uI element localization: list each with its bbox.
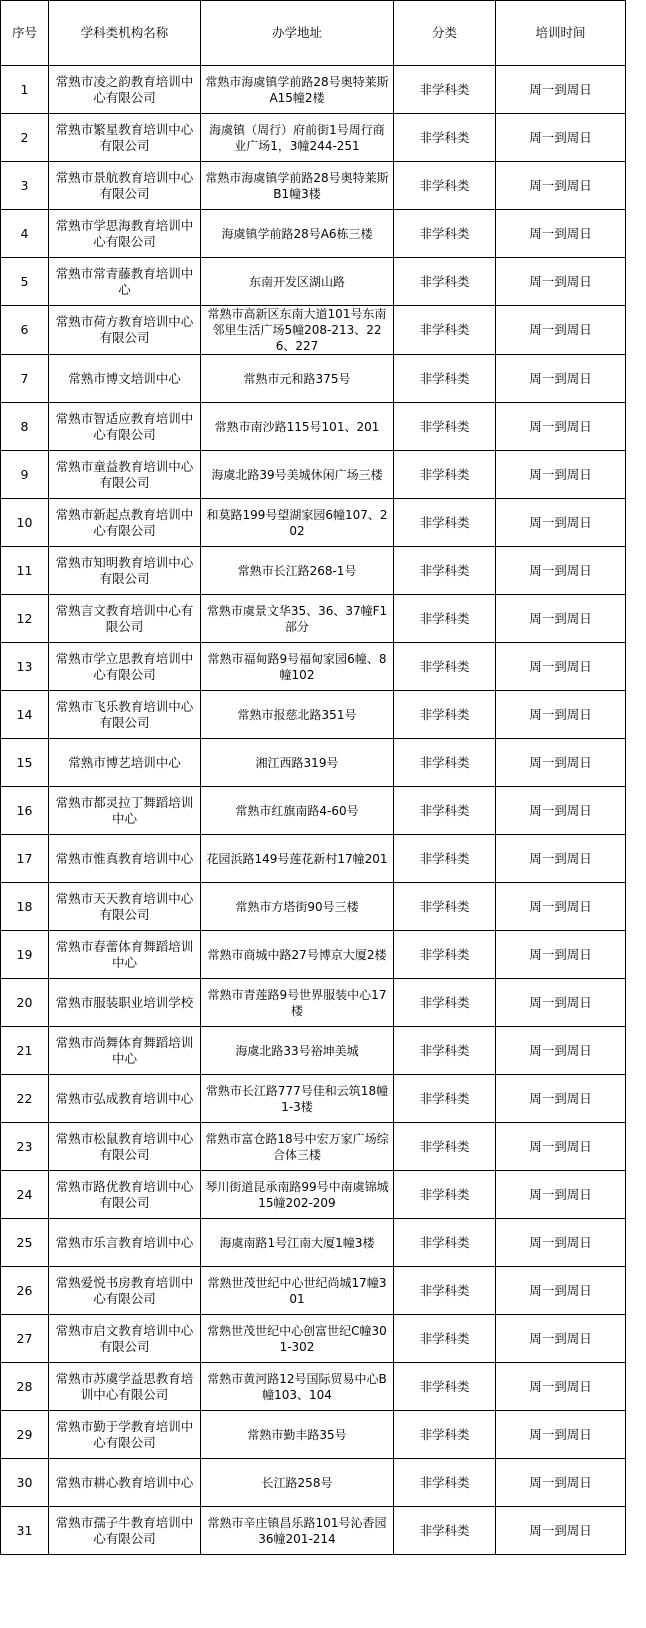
cell-address: 常熟市辛庄镇昌乐路101号沁香园36幢201-214 xyxy=(201,1507,394,1555)
cell-time: 周一到周日 xyxy=(496,114,626,162)
header-row xyxy=(1,1,626,66)
cell-address: 常熟市青莲路9号世界服装中心17楼 xyxy=(201,979,394,1027)
cell-name: 常熟市天天教育培训中心有限公司 xyxy=(49,883,201,931)
cell-time: 周一到周日 xyxy=(496,1315,626,1363)
cell-address: 和莫路199号望湖家园6幢107、202 xyxy=(201,499,394,547)
table-row xyxy=(1,1123,626,1171)
cell-address: 常熟市富仓路18号中宏万家广场综合体三楼 xyxy=(201,1123,394,1171)
cell-time: 周一到周日 xyxy=(496,1459,626,1507)
cell-time: 周一到周日 xyxy=(496,835,626,883)
table-row xyxy=(1,1507,626,1555)
cell-name: 常熟市童益教育培训中心有限公司 xyxy=(49,451,201,499)
cell-address: 长江路258号 xyxy=(201,1459,394,1507)
table-row xyxy=(1,739,626,787)
cell-category: 非学科类 xyxy=(394,451,496,499)
cell-address: 花园浜路149号莲花新村17幢201 xyxy=(201,835,394,883)
cell-no: 20 xyxy=(1,979,49,1027)
cell-category: 非学科类 xyxy=(394,258,496,306)
cell-time: 周一到周日 xyxy=(496,451,626,499)
cell-no: 30 xyxy=(1,1459,49,1507)
cell-no: 8 xyxy=(1,403,49,451)
cell-time: 周一到周日 xyxy=(496,306,626,355)
cell-no: 4 xyxy=(1,210,49,258)
table-row xyxy=(1,883,626,931)
cell-no: 10 xyxy=(1,499,49,547)
cell-name: 常熟言文教育培训中心有限公司 xyxy=(49,595,201,643)
table-row xyxy=(1,643,626,691)
cell-address: 常熟世茂世纪中心世纪尚城17幢301 xyxy=(201,1267,394,1315)
cell-name: 常熟市勤于学教育培训中心有限公司 xyxy=(49,1411,201,1459)
cell-category: 非学科类 xyxy=(394,739,496,787)
cell-time: 周一到周日 xyxy=(496,1075,626,1123)
cell-time: 周一到周日 xyxy=(496,1171,626,1219)
cell-time: 周一到周日 xyxy=(496,643,626,691)
cell-category: 非学科类 xyxy=(394,643,496,691)
table-row xyxy=(1,114,626,162)
cell-address: 常熟市福甸路9号福甸家园6幢、8幢102 xyxy=(201,643,394,691)
table-row xyxy=(1,162,626,210)
cell-address: 东南开发区湖山路 xyxy=(201,258,394,306)
cell-time: 周一到周日 xyxy=(496,499,626,547)
cell-address: 海虞镇（周行）府前街1号周行商业广场1，3幢244-251 xyxy=(201,114,394,162)
cell-name: 常熟市景航教育培训中心有限公司 xyxy=(49,162,201,210)
cell-address: 常熟市红旗南路4-60号 xyxy=(201,787,394,835)
cell-address: 海虞南路1号江南大厦1幢3楼 xyxy=(201,1219,394,1267)
cell-no: 28 xyxy=(1,1363,49,1411)
table-row xyxy=(1,1267,626,1315)
cell-time: 周一到周日 xyxy=(496,883,626,931)
table-row xyxy=(1,691,626,739)
cell-name: 常熟市学思海教育培训中心有限公司 xyxy=(49,210,201,258)
table-row xyxy=(1,979,626,1027)
table-row xyxy=(1,499,626,547)
cell-category: 非学科类 xyxy=(394,691,496,739)
cell-category: 非学科类 xyxy=(394,1459,496,1507)
cell-name: 常熟市苏虞学益思教育培训中心有限公司 xyxy=(49,1363,201,1411)
cell-category: 非学科类 xyxy=(394,1075,496,1123)
table-row xyxy=(1,306,626,355)
table-row xyxy=(1,355,626,403)
table-body xyxy=(1,66,626,1555)
cell-address: 常熟世茂世纪中心创富世纪C幢301-302 xyxy=(201,1315,394,1363)
cell-no: 1 xyxy=(1,66,49,114)
cell-time: 周一到周日 xyxy=(496,931,626,979)
cell-time: 周一到周日 xyxy=(496,1363,626,1411)
cell-time: 周一到周日 xyxy=(496,595,626,643)
cell-name: 常熟市启文教育培训中心有限公司 xyxy=(49,1315,201,1363)
table-row xyxy=(1,210,626,258)
cell-time: 周一到周日 xyxy=(496,787,626,835)
cell-name: 常熟市博艺培训中心 xyxy=(49,739,201,787)
cell-address: 常熟市元和路375号 xyxy=(201,355,394,403)
cell-address: 常熟市高新区东南大道101号东南邻里生活广场5幢208-213、226、227 xyxy=(201,306,394,355)
cell-address: 常熟市商城中路27号博京大厦2楼 xyxy=(201,931,394,979)
cell-name: 常熟市乐言教育培训中心 xyxy=(49,1219,201,1267)
cell-no: 23 xyxy=(1,1123,49,1171)
table-row xyxy=(1,1459,626,1507)
cell-time: 周一到周日 xyxy=(496,355,626,403)
header-name: 学科类机构名称 xyxy=(49,1,201,66)
table-row xyxy=(1,1219,626,1267)
cell-time: 周一到周日 xyxy=(496,691,626,739)
cell-no: 24 xyxy=(1,1171,49,1219)
table-row xyxy=(1,835,626,883)
cell-no: 26 xyxy=(1,1267,49,1315)
cell-address: 常熟市方塔街90号三楼 xyxy=(201,883,394,931)
cell-address: 常熟市黄河路12号国际贸易中心B幢103、104 xyxy=(201,1363,394,1411)
cell-name: 常熟市学立思教育培训中心有限公司 xyxy=(49,643,201,691)
cell-address: 湘江西路319号 xyxy=(201,739,394,787)
table-row xyxy=(1,66,626,114)
cell-no: 14 xyxy=(1,691,49,739)
cell-no: 17 xyxy=(1,835,49,883)
cell-name: 常熟市春蕾体育舞蹈培训中心 xyxy=(49,931,201,979)
cell-name: 常熟市服装职业培训学校 xyxy=(49,979,201,1027)
cell-category: 非学科类 xyxy=(394,1267,496,1315)
cell-time: 周一到周日 xyxy=(496,210,626,258)
cell-category: 非学科类 xyxy=(394,499,496,547)
cell-category: 非学科类 xyxy=(394,1219,496,1267)
table-row xyxy=(1,547,626,595)
header-no: 序号 xyxy=(1,1,49,66)
table-row xyxy=(1,1363,626,1411)
cell-name: 常熟爱悦书房教育培训中心有限公司 xyxy=(49,1267,201,1315)
table-row xyxy=(1,403,626,451)
cell-category: 非学科类 xyxy=(394,403,496,451)
table-row xyxy=(1,451,626,499)
cell-name: 常熟市都灵拉丁舞蹈培训中心 xyxy=(49,787,201,835)
cell-category: 非学科类 xyxy=(394,1171,496,1219)
cell-category: 非学科类 xyxy=(394,787,496,835)
cell-time: 周一到周日 xyxy=(496,403,626,451)
cell-category: 非学科类 xyxy=(394,547,496,595)
cell-no: 22 xyxy=(1,1075,49,1123)
cell-time: 周一到周日 xyxy=(496,258,626,306)
cell-no: 13 xyxy=(1,643,49,691)
table-row xyxy=(1,1027,626,1075)
cell-name: 常熟市弘成教育培训中心 xyxy=(49,1075,201,1123)
cell-no: 7 xyxy=(1,355,49,403)
cell-name: 常熟市路优教育培训中心有限公司 xyxy=(49,1171,201,1219)
cell-no: 16 xyxy=(1,787,49,835)
table-row xyxy=(1,787,626,835)
cell-address: 常熟市长江路777号佳和云筑18幢1-3楼 xyxy=(201,1075,394,1123)
cell-no: 19 xyxy=(1,931,49,979)
cell-time: 周一到周日 xyxy=(496,1507,626,1555)
cell-category: 非学科类 xyxy=(394,595,496,643)
cell-category: 非学科类 xyxy=(394,979,496,1027)
cell-name: 常熟市繁星教育培训中心有限公司 xyxy=(49,114,201,162)
cell-category: 非学科类 xyxy=(394,931,496,979)
cell-category: 非学科类 xyxy=(394,162,496,210)
cell-category: 非学科类 xyxy=(394,210,496,258)
cell-no: 25 xyxy=(1,1219,49,1267)
table-row xyxy=(1,1411,626,1459)
cell-name: 常熟市博文培训中心 xyxy=(49,355,201,403)
cell-category: 非学科类 xyxy=(394,355,496,403)
cell-name: 常熟市尚舞体育舞蹈培训中心 xyxy=(49,1027,201,1075)
cell-category: 非学科类 xyxy=(394,1363,496,1411)
cell-name: 常熟市荷方教育培训中心有限公司 xyxy=(49,306,201,355)
cell-time: 周一到周日 xyxy=(496,1027,626,1075)
table-row xyxy=(1,931,626,979)
table-row xyxy=(1,1075,626,1123)
cell-category: 非学科类 xyxy=(394,1411,496,1459)
cell-category: 非学科类 xyxy=(394,883,496,931)
cell-no: 21 xyxy=(1,1027,49,1075)
table-row xyxy=(1,1315,626,1363)
table-row xyxy=(1,1171,626,1219)
cell-category: 非学科类 xyxy=(394,306,496,355)
cell-address: 海虞镇学前路28号A6栋三楼 xyxy=(201,210,394,258)
cell-no: 6 xyxy=(1,306,49,355)
table-row xyxy=(1,595,626,643)
cell-address: 常熟市海虞镇学前路28号奥特莱斯A15幢2楼 xyxy=(201,66,394,114)
cell-address: 常熟市勤丰路35号 xyxy=(201,1411,394,1459)
cell-category: 非学科类 xyxy=(394,1123,496,1171)
cell-category: 非学科类 xyxy=(394,1315,496,1363)
cell-time: 周一到周日 xyxy=(496,739,626,787)
cell-address: 常熟市南沙路115号101、201 xyxy=(201,403,394,451)
cell-no: 27 xyxy=(1,1315,49,1363)
cell-no: 31 xyxy=(1,1507,49,1555)
cell-name: 常熟市耕心教育培训中心 xyxy=(49,1459,201,1507)
cell-no: 2 xyxy=(1,114,49,162)
cell-category: 非学科类 xyxy=(394,1027,496,1075)
cell-category: 非学科类 xyxy=(394,1507,496,1555)
cell-category: 非学科类 xyxy=(394,835,496,883)
header-category: 分类 xyxy=(394,1,496,66)
cell-no: 9 xyxy=(1,451,49,499)
cell-address: 常熟市报慈北路351号 xyxy=(201,691,394,739)
cell-no: 5 xyxy=(1,258,49,306)
cell-no: 11 xyxy=(1,547,49,595)
cell-name: 常熟市知明教育培训中心有限公司 xyxy=(49,547,201,595)
cell-name: 常熟市智适应教育培训中心有限公司 xyxy=(49,403,201,451)
cell-time: 周一到周日 xyxy=(496,979,626,1027)
cell-time: 周一到周日 xyxy=(496,66,626,114)
cell-name: 常熟市惟真教育培训中心 xyxy=(49,835,201,883)
cell-category: 非学科类 xyxy=(394,114,496,162)
cell-name: 常熟市凌之韵教育培训中心有限公司 xyxy=(49,66,201,114)
cell-name: 常熟市孺子牛教育培训中心有限公司 xyxy=(49,1507,201,1555)
cell-address: 琴川街道昆承南路99号中南虞锦城15幢202-209 xyxy=(201,1171,394,1219)
header-address: 办学地址 xyxy=(201,1,394,66)
cell-address: 常熟市海虞镇学前路28号奥特莱斯B1幢3楼 xyxy=(201,162,394,210)
header-time: 培训时间 xyxy=(496,1,626,66)
table-header xyxy=(1,1,626,66)
cell-address: 海虞北路39号美城休闲广场三楼 xyxy=(201,451,394,499)
cell-address: 常熟市虞景文华35、36、37幢F1部分 xyxy=(201,595,394,643)
cell-name: 常熟市松鼠教育培训中心有限公司 xyxy=(49,1123,201,1171)
cell-time: 周一到周日 xyxy=(496,1219,626,1267)
cell-time: 周一到周日 xyxy=(496,1411,626,1459)
cell-time: 周一到周日 xyxy=(496,1267,626,1315)
cell-time: 周一到周日 xyxy=(496,547,626,595)
cell-name: 常熟市新起点教育培训中心有限公司 xyxy=(49,499,201,547)
cell-time: 周一到周日 xyxy=(496,1123,626,1171)
cell-name: 常熟市飞乐教育培训中心有限公司 xyxy=(49,691,201,739)
cell-name: 常熟市常青藤教育培训中心 xyxy=(49,258,201,306)
cell-time: 周一到周日 xyxy=(496,162,626,210)
cell-no: 15 xyxy=(1,739,49,787)
cell-address: 海虞北路33号裕坤美城 xyxy=(201,1027,394,1075)
cell-no: 3 xyxy=(1,162,49,210)
cell-address: 常熟市长江路268-1号 xyxy=(201,547,394,595)
cell-no: 29 xyxy=(1,1411,49,1459)
table-row xyxy=(1,258,626,306)
cell-category: 非学科类 xyxy=(394,66,496,114)
cell-no: 18 xyxy=(1,883,49,931)
cell-no: 12 xyxy=(1,595,49,643)
